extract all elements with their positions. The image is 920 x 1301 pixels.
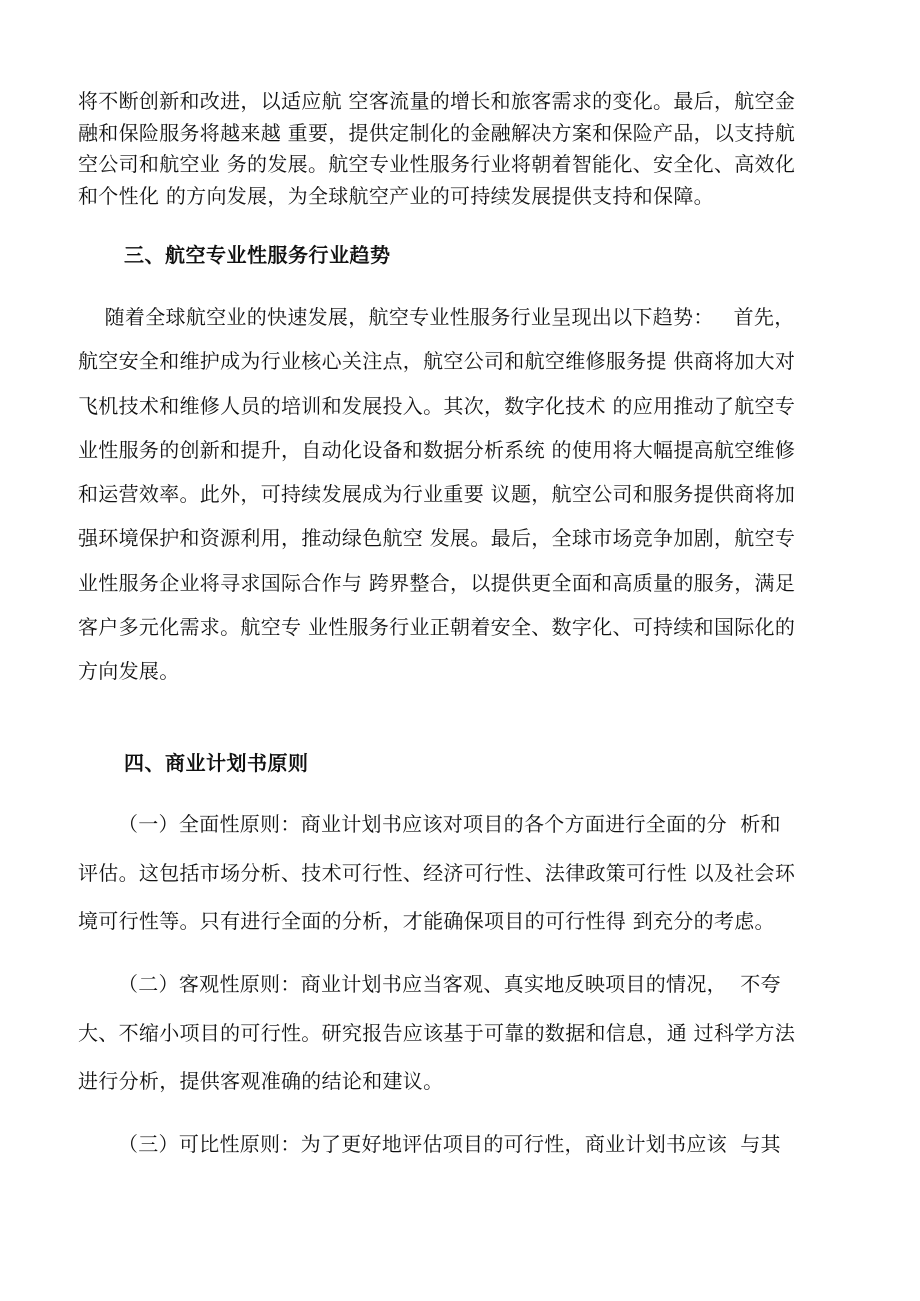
text-line: 业性服务的创新和提升，自动化设备和数据分析系统 的使用将大幅提高航空维修 bbox=[78, 437, 796, 462]
text-line: 飞机技术和维修人员的培训和发展投入。其次，数字化技术 的应用推动了航空专 bbox=[78, 393, 796, 418]
text-line: 方向发展。 bbox=[78, 659, 180, 684]
text-line: 境可行性等。只有进行全面的分析，才能确保项目的可行性得 到充分的考虑。 bbox=[78, 909, 775, 933]
text-line: （一）全面性原则：商业计划书应该对项目的各个方面进行全面的分 析和 bbox=[78, 812, 781, 836]
text-line: 评估。这包括市场分析、技术可行性、经济可行性、法律政策可行性 以及社会环 bbox=[78, 860, 796, 885]
paragraph-comparability-principle bbox=[78, 1120, 781, 1169]
section-heading-3: 三、航空专业性服务行业趋势 bbox=[124, 243, 391, 267]
paragraph-industry-outlook-conclusion bbox=[78, 86, 848, 212]
text-line: 进行分析，提供客观准确的结论和建议。 bbox=[78, 1069, 444, 1093]
section-heading-4: 四、商业计划书原则 bbox=[124, 751, 309, 775]
paragraph-comprehensive-principle bbox=[78, 800, 795, 946]
text-line: 将不断创新和改进，以适应航 空客流量的增长和旅客需求的变化。最后，航空金 bbox=[78, 89, 796, 113]
text-line: 客户多元化需求。航空专 业性服务行业正朝着安全、数字化、可持续和国际化的 bbox=[78, 615, 796, 640]
paragraph-objectivity-principle bbox=[78, 960, 795, 1106]
paragraph-industry-trends bbox=[78, 295, 795, 694]
text-line: 融和保险服务将越来越 重要，提供定制化的金融解决方案和保险产品，以支持航 bbox=[78, 120, 796, 145]
text-line: 大、不缩小项目的可行性。研究报告应该基于可靠的数据和信息，通 过科学方法 bbox=[78, 1020, 796, 1045]
text-line: 和运营效率。此外，可持续发展成为行业重要 议题，航空公司和服务提供商将加 bbox=[78, 482, 796, 507]
text-line: （二）客观性原则：商业计划书应当客观、真实地反映项目的情况， 不夸 bbox=[78, 972, 781, 996]
text-line: 空公司和航空业 务的发展。航空专业性服务行业将朝着智能化、安全化、高效化 bbox=[78, 152, 796, 176]
text-line: 和个性化 的方向发展，为全球航空产业的可持续发展提供支持和保障。 bbox=[78, 183, 714, 208]
document-page bbox=[78, 86, 848, 1156]
text-line: 随着全球航空业的快速发展，航空专业性服务行业呈现出以下趋势： 首先， bbox=[78, 305, 795, 329]
text-line: （三）可比性原则：为了更好地评估项目的可行性，商业计划书应该 与其 bbox=[78, 1132, 781, 1156]
text-line: 业性服务企业将寻求国际合作与 跨界整合，以提供更全面和高质量的服务，满足 bbox=[78, 570, 796, 595]
text-line: 航空安全和维护成为行业核心关注点，航空公司和航空维修服务提 供商将加大对 bbox=[78, 349, 796, 374]
text-line: 强环境保护和资源利用，推动绿色航空 发展。最后，全球市场竞争加剧，航空专 bbox=[78, 526, 796, 551]
